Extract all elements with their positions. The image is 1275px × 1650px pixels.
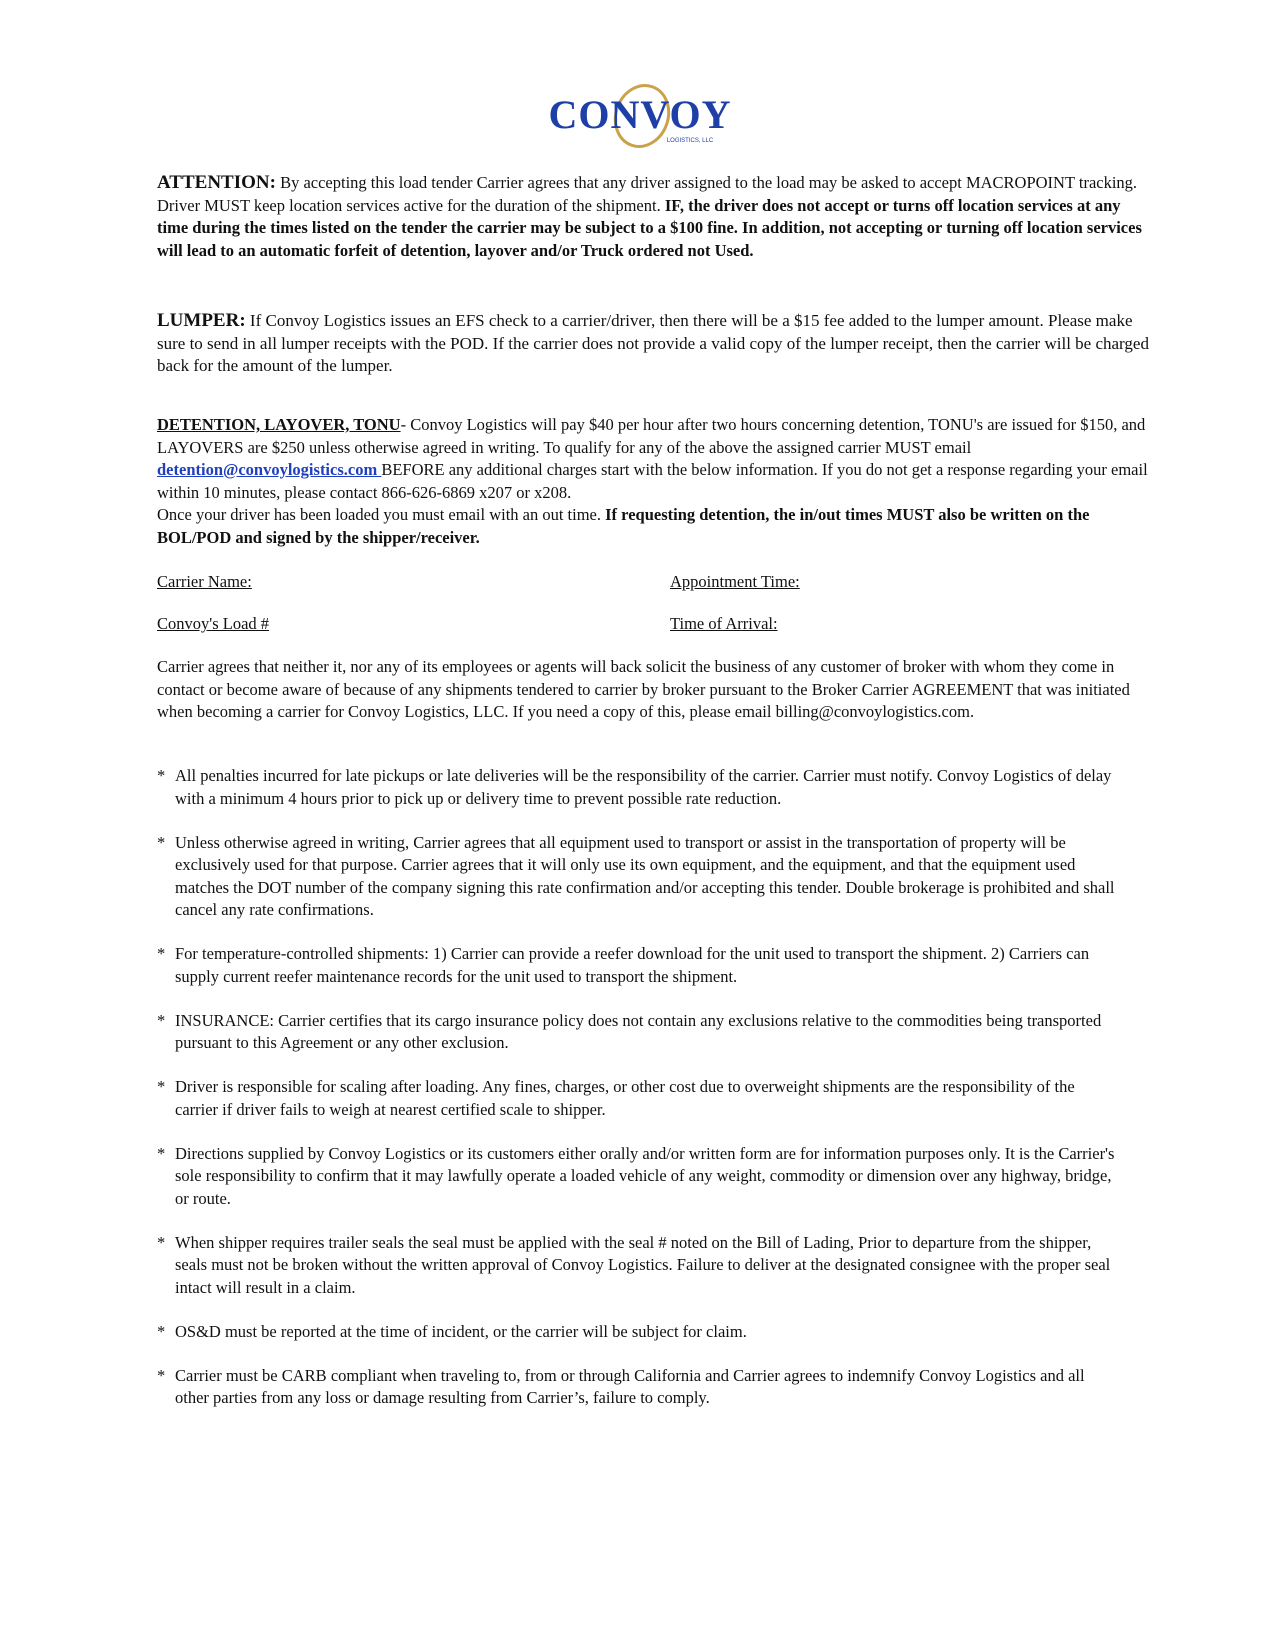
lumper-label: LUMPER: (157, 310, 246, 331)
attention-label: ATTENTION: (157, 172, 276, 193)
list-item-text: All penalties incurred for late pickups or late deliveries will be the responsibility of the carrier. Carrier must notify. Convoy Logistics of delay with a minimum 4 hours prior to pick up or delivery time to prevent possible rate reduction. (175, 766, 1112, 808)
detention-email-link[interactable]: detention@convoylogistics.com (157, 460, 382, 479)
bullet-marker: * (157, 1365, 166, 1385)
list-item-text: Directions supplied by Convoy Logistics or its customers either orally and/or written form are for information purposes only. It is the Carrier's sole responsibility to confirm that it may lawfully operate a loaded vehicle of any weight, commodity or dimension over any highway, bridge, or route. (175, 1143, 1115, 1208)
list-item (157, 765, 1117, 810)
list-item (157, 943, 1117, 988)
list-item-text: Unless otherwise agreed in writing, Carrier agrees that all equipment used to transport or assist in the transportation of property will be exclusively used for that purpose. Carrier agrees that it will only use its own equipment, and the equipment, and that the equipment used matches the DOT number of the company signing this rate confirmation and/or accepting this tender. Double brokerage is prohibited and shall cancel any rate confirmations. (175, 832, 1115, 919)
detention-section (157, 414, 1157, 549)
bullet-marker: * (157, 766, 166, 785)
detention-label: DETENTION, LAYOVER, TONU (157, 415, 401, 434)
bullet-marker: * (157, 832, 166, 852)
detention-bold-text: If requesting detention, the in/out times MUST also be written on the BOL/POD and signed by the shipper/receiver. (157, 505, 1090, 547)
bullet-marker: * (157, 944, 166, 963)
list-item (157, 1321, 1117, 1344)
attention-text: By accepting this load tender Carrier agrees that any driver assigned to the load may be asked to accept MACROPOINT tracking. Driver MUST keep location services active for the duration of the shipment. (157, 173, 1138, 215)
attention-section (157, 172, 1147, 262)
detention-text-3: Once your driver has been loaded you must email with an out time. (157, 505, 606, 524)
list-item (157, 1365, 1117, 1410)
list-item-text: Driver is responsible for scaling after loading. Any fines, charges, or other cost due to overweight shipments are the responsibility of the carrier if driver fails to weigh at nearest certified scale to shipper. (175, 1077, 1075, 1119)
list-item (157, 1143, 1117, 1211)
load-number-field: Convoy's Load # (157, 614, 270, 633)
list-item-text: INSURANCE: Carrier certifies that its cargo insurance policy does not contain any exclusions relative to the commodities being transported pursuant to this Agreement or any other exclusion. (175, 1010, 1102, 1052)
carrier-name-field: Carrier Name: (157, 572, 252, 591)
bullet-marker: * (157, 1010, 166, 1030)
bullet-marker: * (157, 1321, 166, 1341)
bullet-marker: * (157, 1077, 166, 1096)
terms-list (157, 765, 1117, 1431)
list-item (157, 832, 1117, 922)
lumper-text: If Convoy Logistics issues an EFS check to a carrier/driver, then there will be a $15 fee added to the lumper amount. Please make sure to send in all lumper receipts with the POD. If the carrier does not provide a valid copy of the lumper receipt, then the carrier will be charged back for the amount of the lumper. (157, 311, 1149, 375)
attention-bold-text: IF, the driver does not accept or turns off location services at any time during the times listed on the tender the carrier may be subject to a $100 fine. In addition, not accepting or turning off location services will lead to an automatic forfeit of detention, layover and/or Truck ordered not Used. (157, 195, 1142, 260)
detention-text-1: - Convoy Logistics will pay $40 per hour after two hours concerning detention, TONU's are issued for $150, and LAYOVERS are $250 unless otherwise agreed in writing. To qualify for any of the above the assigned carrier MUST email (157, 415, 1146, 457)
lumper-section (157, 310, 1157, 378)
bullet-marker: * (157, 1143, 166, 1163)
logo-wordmark: CONVOY (548, 92, 732, 137)
agreement-paragraph: Carrier agrees that neither it, nor any of its employees or agents will back solicit the business of any customer of broker with whom they come in contact or become aware of because of any shipments tendered to carrier by broker pursuant to the Broker Carrier AGREEMENT that was initiated when becoming a carrier for Convoy Logistics, LLC. If you need a copy of this, please email billing@convoylogistics.com. (157, 657, 1130, 721)
list-item (157, 1232, 1117, 1300)
list-item-text: OS&D must be reported at the time of incident, or the carrier will be subject for claim. (175, 1321, 747, 1341)
logo-subtext: LOGISTICS, LLC (666, 138, 714, 144)
list-item-text: When shipper requires trailer seals the seal must be applied with the seal # noted on the Bill of Lading, Prior to departure from the shipper, seals must not be broken without the written approval of Convoy Logistics. Failure to deliver at the designated consignee with the proper seal intact will result in a claim. (175, 1232, 1111, 1297)
list-item-text: Carrier must be CARB compliant when traveling to, from or through California and Carrier agrees to indemnify Convoy Logistics and all other parties from any loss or damage resulting from Carrier’s, failure to comply. (175, 1365, 1085, 1407)
time-of-arrival-field: Time of Arrival: (670, 614, 778, 633)
detention-text-2: BEFORE any additional charges start with the below information. If you do not get a response regarding your email within 10 minutes, please contact 866-626-6869 x207 or x208. (157, 460, 1148, 502)
list-item-text: For temperature-controlled shipments: 1) Carrier can provide a reefer download for the unit used to transport the shipment. 2) Carriers can supply current reefer maintenance records for the unit used to transport the shipment. (175, 944, 1090, 986)
appointment-time-field: Appointment Time: (670, 572, 800, 591)
bullet-marker: * (157, 1232, 166, 1252)
list-item (157, 1010, 1117, 1055)
list-item (157, 1076, 1117, 1121)
convoy-logo (500, 82, 780, 152)
